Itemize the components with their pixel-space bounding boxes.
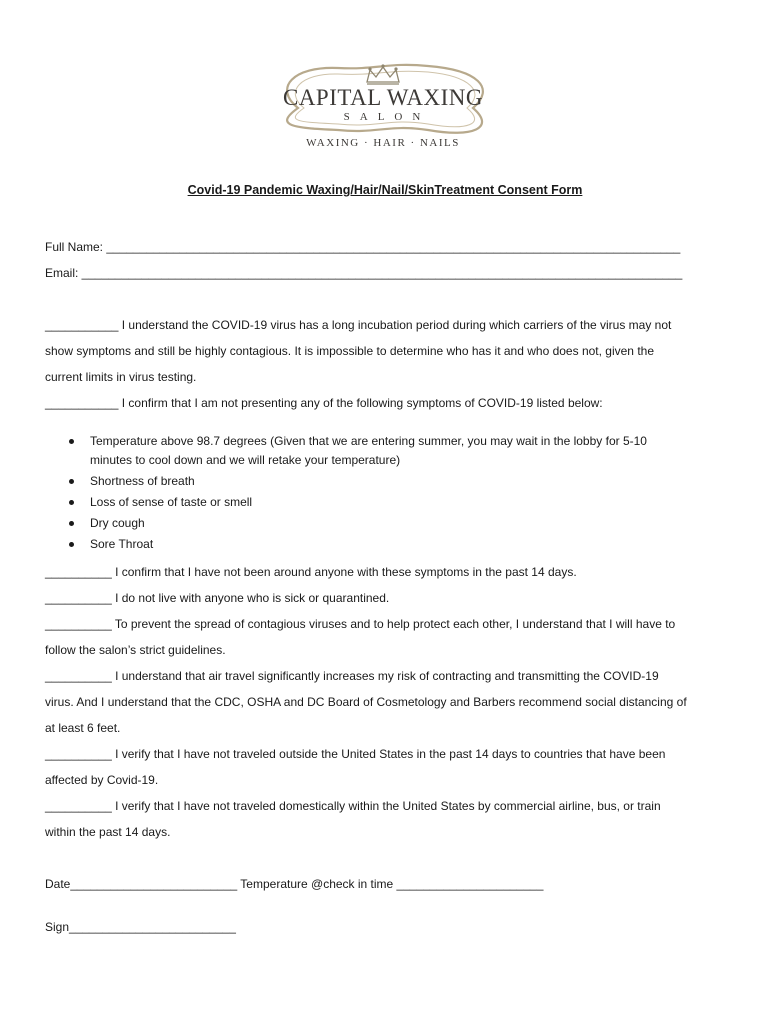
domestic-travel-statement-line-1: __________ I verify that I have not traveled domestically within the United States by commercial airline, bus, or train	[45, 799, 661, 813]
logo-salon-name: CAPITAL WAXING	[282, 85, 483, 110]
symptoms-statement: ___________ I confirm that I am not presenting any of the following symptoms of COVID-19 listed below:	[45, 396, 603, 410]
contact-statement: __________ I confirm that I have not been around anyone with these symptoms in the past 14 days.	[45, 565, 577, 579]
international-travel-statement-line-1: __________ I verify that I have not traveled outside the United States in the past 14 days to countries that have been	[45, 747, 666, 761]
signature-field[interactable]: Sign_________________________	[45, 920, 236, 934]
logo-salon-subtitle: SALON	[343, 111, 431, 123]
logo-tagline: WAXING · HAIR · NAILS	[306, 137, 460, 149]
domestic-travel-statement-line-2: within the past 14 days.	[45, 825, 171, 839]
list-item	[60, 493, 700, 512]
form-title: Covid-19 Pandemic Waxing/Hair/Nail/SkinTreatment Consent Form	[187, 183, 583, 197]
symptom-text: Sore Throat	[90, 537, 154, 551]
international-travel-statement-line-2: affected by Covid-19.	[45, 773, 159, 787]
date-temperature-field[interactable]: Date_________________________ Temperature @check in time ______________________	[45, 877, 544, 891]
list-item	[60, 472, 700, 491]
symptom-text: Dry cough	[90, 516, 145, 530]
incubation-statement-line-1: ___________ I understand the COVID-19 virus has a long incubation period during which carriers of the virus may not	[45, 318, 672, 332]
list-item	[60, 514, 700, 533]
symptom-text: Temperature above 98.7 degrees (Given that we are entering summer, you may wait in the lobby for 5-10	[90, 434, 647, 448]
symptom-text: Loss of sense of taste or smell	[90, 495, 253, 509]
air-travel-statement-line-1: __________ I understand that air travel significantly increases my risk of contracting and transmitting the COVID-19	[45, 669, 659, 683]
bullet-icon	[69, 479, 74, 484]
air-travel-statement-line-3: at least 6 feet.	[45, 721, 121, 735]
incubation-statement-line-3: current limits in virus testing.	[45, 370, 197, 384]
symptom-text-continued: minutes to cool down and we will retake your temperature)	[90, 453, 401, 467]
bullet-icon	[69, 439, 74, 444]
email-field[interactable]: Email: __________________________________________________________________________________________	[45, 266, 683, 280]
guidelines-statement-line-2: follow the salon’s strict guidelines.	[45, 643, 226, 657]
incubation-statement-line-2: show symptoms and still be highly contagious. It is impossible to determine who has it and who does not, given the	[45, 344, 654, 358]
list-item	[60, 535, 700, 554]
symptom-list	[60, 432, 700, 554]
salon-logo	[268, 58, 498, 158]
air-travel-statement-line-2: virus. And I understand that the CDC, OSHA and DC Board of Cosmetology and Barbers recommend social distancing of	[45, 695, 687, 709]
guidelines-statement-line-1: __________ To prevent the spread of contagious viruses and to help protect each other, I understand that I will have to	[45, 617, 676, 631]
bullet-icon	[69, 500, 74, 505]
household-statement: __________ I do not live with anyone who is sick or quarantined.	[45, 591, 390, 605]
symptom-text: Shortness of breath	[90, 474, 195, 488]
list-item	[60, 432, 700, 470]
bullet-icon	[69, 521, 74, 526]
bullet-icon	[69, 542, 74, 547]
full-name-field[interactable]: Full Name: ______________________________________________________________________________________	[45, 240, 681, 254]
